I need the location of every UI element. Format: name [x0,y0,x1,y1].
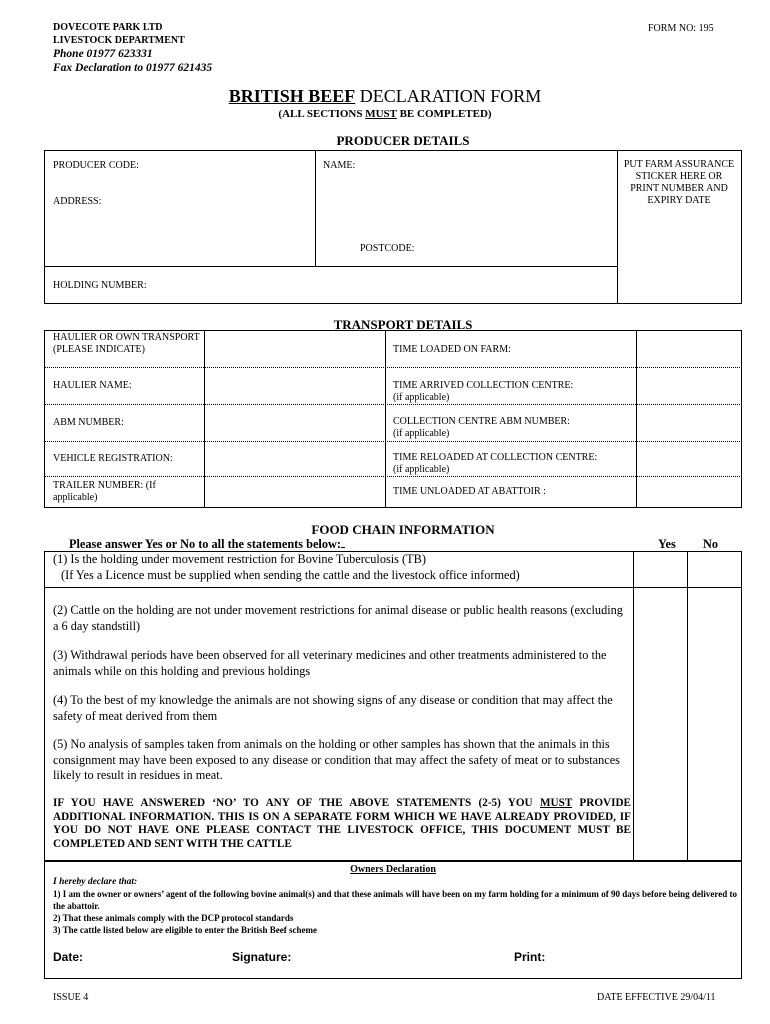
form-title [0,86,770,106]
q1-yes-cell[interactable] [634,552,687,587]
holding-number-field[interactable]: HOLDING NUMBER: [53,280,147,291]
food-chain-heading: FOOD CHAIN INFORMATION [311,522,495,537]
no-column-header: No [703,537,719,551]
declaration-intro: I hereby declare that: [53,877,138,887]
form-title-rest: DECLARATION FORM [355,86,542,106]
haulier-or-own-transport-field[interactable]: HAULIER OR OWN TRANSPORT (PLEASE INDICATE) [53,332,200,355]
q2-5-yes-cell[interactable] [634,588,687,788]
question-3: (3) Withdrawal periods have been observed for all veterinary medicines and other treatments administered to the animals while on this holding and previous holdings [53,648,607,678]
yes-column-header: Yes [658,537,676,551]
time-reloaded-field[interactable]: TIME RELOADED AT COLLECTION CENTRE: (if applicable) [393,452,598,475]
question-5: (5) No analysis of samples taken from animals on the holding or other samples has shown that the animals in this consignment may have been exposed to any disease or condition that may affect the safety of meat or to substances likely to result in residues in meat. [53,737,620,782]
time-loaded-field[interactable]: TIME LOADED ON FARM: [393,344,511,355]
producer-heading: PRODUCER DETAILS [336,133,470,148]
fax-number: Fax Declaration to 01977 621435 [53,62,213,74]
q2-5-no-cell[interactable] [688,588,742,788]
date-effective: DATE EFFECTIVE 29/04/11 [597,992,716,1003]
print-name-field[interactable]: Print: [514,950,546,964]
department-name: LIVESTOCK DEPARTMENT [53,35,185,46]
question-4: (4) To the best of my knowledge the animals are not showing signs of any disease or condition that may affect the safety of meat derived from them [53,693,613,723]
declaration-item-2: 2) That these animals comply with the DCP protocol standards [53,913,294,923]
owners-declaration-heading: Owners Declaration [350,864,436,875]
form-title-bold: BRITISH BEEF [228,86,356,106]
assurance-sticker-area[interactable]: PUT FARM ASSURANCE STICKER HERE OR PRINT NUMBER AND EXPIRY DATE [623,159,735,206]
time-unloaded-field[interactable]: TIME UNLOADED AT ABATTOIR : [393,486,546,497]
declaration-item-3: 3) The cattle listed below are eligible to enter the British Beef scheme [53,925,317,935]
postcode-field[interactable]: POSTCODE: [360,243,415,254]
date-field[interactable]: Date: [53,950,84,964]
collection-centre-abm-field[interactable]: COLLECTION CENTRE ABM NUMBER: (if applicable) [393,416,570,439]
question-2: (2) Cattle on the holding are not under movement restrictions for animal disease or public health reasons (excluding a 6 day standstill) [53,603,623,633]
declaration-item-1: 1) I am the owner or owners’ agent of the following bovine animal(s) and that these animals will have been on my farm holding for a minimum of 90 days before being delivered to the abattoir. [53,889,737,911]
time-arrived-collection-field[interactable]: TIME ARRIVED COLLECTION CENTRE: (if applicable) [393,380,574,403]
form-number: FORM NO: 195 [648,23,714,34]
issue-number: ISSUE 4 [53,992,89,1003]
haulier-name-field[interactable]: HAULIER NAME: [53,380,132,391]
transport-heading: TRANSPORT DETAILS [333,317,473,332]
q1-no-cell[interactable] [688,552,742,587]
company-name: DOVECOTE PARK LTD [53,22,163,33]
address-field[interactable]: ADDRESS: [53,196,102,207]
trailer-number-field[interactable]: TRAILER NUMBER: (If applicable) [53,480,156,503]
producer-code-field[interactable]: PRODUCER CODE: [53,160,139,171]
warning-text: IF YOU HAVE ANSWERED ‘NO’ TO ANY OF THE ABOVE STATEMENTS (2-5) YOU MUST PROVIDE ADDITIONAL INFORMATION. THIS IS ON A SEPARATE FORM WHICH WE HAVE ALREADY PROVIDED, IF YOU DO NOT HAVE ONE PLEASE CONTACT THE LIVESTOCK OFFICE, THIS DOCUMENT MUST BE COMPLETED AND SENT WITH THE CATTLE [53,797,632,850]
form-subtitle: (ALL SECTIONS MUST BE COMPLETED) [278,108,492,120]
abm-number-field[interactable]: ABM NUMBER: [53,417,124,428]
producer-name-field[interactable]: NAME: [323,160,356,171]
signature-field[interactable]: Signature: [232,950,292,964]
question-1: (1) Is the holding under movement restriction for Bovine Tuberculosis (TB) (If Yes a Licence must be supplied when sending the cattle and the livestock office informed) [53,552,520,582]
vehicle-registration-field[interactable]: VEHICLE REGISTRATION: [53,453,173,464]
food-chain-instruction: Please answer Yes or No to all the statements below: [69,537,345,551]
phone-number: Phone 01977 623331 [53,48,153,60]
